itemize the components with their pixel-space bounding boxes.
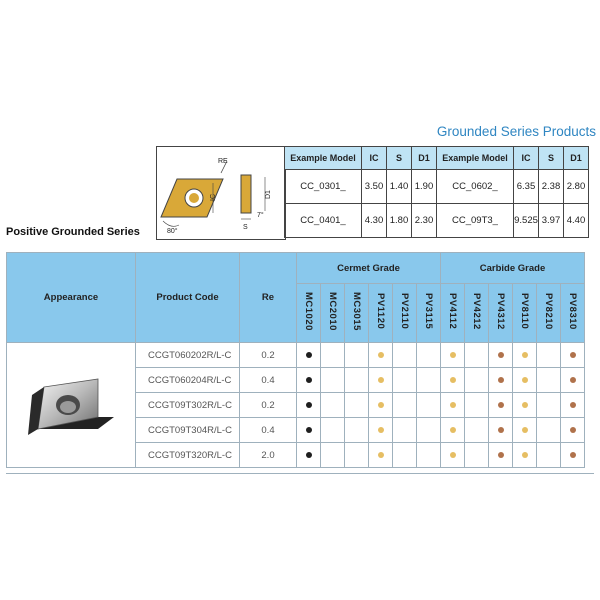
grade-header-pv3115: [417, 284, 441, 343]
grade-cell-pv4112: [441, 443, 465, 468]
grade-cell-mc3015: [345, 393, 369, 418]
availability-dot: [570, 402, 576, 408]
grade-cell-mc2010: [321, 343, 345, 368]
availability-dot: [498, 402, 504, 408]
grade-label: PV4312: [495, 293, 506, 330]
spec-header-model-1: Example Model: [285, 147, 362, 170]
grade-cell-pv4312: [489, 343, 513, 368]
grade-header-mc3015: [345, 284, 369, 343]
spec-header-d1-1: D1: [412, 147, 437, 170]
grade-label: PV8110: [519, 293, 530, 330]
spec-cell: CC_09T3_: [437, 204, 514, 238]
grade-label: PV1120: [375, 293, 386, 330]
grade-header-pv4212: [465, 284, 489, 343]
grade-cell-pv8110: [513, 393, 537, 418]
header-cermet-grade: Cermet Grade: [297, 253, 441, 284]
availability-dot: [306, 377, 312, 383]
spec-cell: 3.97: [539, 204, 564, 238]
grade-cell-pv8210: [537, 343, 561, 368]
availability-dot: [450, 352, 456, 358]
grade-cell-mc1020: [297, 443, 321, 468]
availability-dot: [378, 427, 384, 433]
grade-cell-mc2010: [321, 418, 345, 443]
insert-side-view-shape: [241, 175, 251, 213]
availability-dot: [522, 452, 528, 458]
header-appearance: Appearance: [7, 253, 136, 343]
grade-cell-mc2010: [321, 393, 345, 418]
insert-diagram: [156, 146, 286, 240]
grade-cell-pv1120: [369, 343, 393, 368]
grade-cell-mc1020: [297, 343, 321, 368]
grade-cell-pv8310: [561, 393, 585, 418]
re-cell: 0.2: [240, 393, 297, 418]
grade-header-pv1120: [369, 284, 393, 343]
availability-dot: [498, 452, 504, 458]
label-d1: D1: [265, 190, 272, 199]
spec-cell: 4.30: [362, 204, 387, 238]
grade-label: MC1020: [303, 292, 314, 331]
grade-cell-pv8110: [513, 368, 537, 393]
grade-cell-pv8210: [537, 368, 561, 393]
grade-header-mc1020: [297, 284, 321, 343]
product-code-cell: CCGT060204R/L-C: [136, 368, 240, 393]
grade-cell-pv1120: [369, 418, 393, 443]
spec-header-s-1: S: [387, 147, 412, 170]
grade-header-mc2010: [321, 284, 345, 343]
availability-dot: [450, 377, 456, 383]
product-code-cell: CCGT060202R/L-C: [136, 343, 240, 368]
grade-header-pv4312: [489, 284, 513, 343]
grade-label: PV2110: [399, 293, 410, 330]
grade-cell-pv4212: [465, 443, 489, 468]
table-row: [7, 343, 585, 368]
availability-dot: [570, 452, 576, 458]
grade-cell-pv8110: [513, 343, 537, 368]
insert-photo: [26, 369, 116, 439]
header-product-code: Product Code: [136, 253, 240, 343]
grade-cell-pv4112: [441, 418, 465, 443]
grade-cell-pv4312: [489, 393, 513, 418]
grade-cell-pv8310: [561, 368, 585, 393]
spec-cell: 3.50: [362, 170, 387, 204]
grade-cell-pv2110: [393, 343, 417, 368]
label-s: S: [243, 224, 248, 231]
product-table: [6, 252, 585, 468]
availability-dot: [306, 452, 312, 458]
grade-cell-pv8310: [561, 418, 585, 443]
availability-dot: [378, 452, 384, 458]
grade-cell-pv8110: [513, 418, 537, 443]
grade-label: PV4112: [447, 293, 458, 330]
spec-cell: 9.525: [514, 204, 539, 238]
grade-cell-pv4112: [441, 343, 465, 368]
grade-cell-pv3115: [417, 418, 441, 443]
availability-dot: [570, 377, 576, 383]
grade-cell-mc3015: [345, 368, 369, 393]
spec-cell: CC_0301_: [285, 170, 362, 204]
grade-cell-pv8310: [561, 343, 585, 368]
availability-dot: [450, 402, 456, 408]
grade-cell-pv4312: [489, 418, 513, 443]
grade-cell-mc1020: [297, 418, 321, 443]
header-re: Re: [240, 253, 297, 343]
availability-dot: [450, 452, 456, 458]
grade-cell-pv8210: [537, 393, 561, 418]
grade-cell-pv4212: [465, 393, 489, 418]
label-re: RE: [218, 158, 228, 165]
product-code-cell: CCGT09T304R/L-C: [136, 418, 240, 443]
availability-dot: [378, 402, 384, 408]
grade-cell-pv3115: [417, 343, 441, 368]
grade-cell-pv2110: [393, 393, 417, 418]
series-name: Positive Grounded Series: [6, 226, 140, 238]
availability-dot: [306, 402, 312, 408]
availability-dot: [378, 352, 384, 358]
grade-cell-pv1120: [369, 368, 393, 393]
grade-cell-pv1120: [369, 393, 393, 418]
spec-cell: 1.40: [387, 170, 412, 204]
product-code-cell: CCGT09T320R/L-C: [136, 443, 240, 468]
spec-cell: CC_0602_: [437, 170, 514, 204]
availability-dot: [522, 352, 528, 358]
grade-label: PV8310: [567, 293, 578, 330]
grade-cell-mc3015: [345, 418, 369, 443]
availability-dot: [570, 427, 576, 433]
grade-header-pv8310: [561, 284, 585, 343]
spec-header-ic-1: IC: [362, 147, 387, 170]
grade-header-pv4112: [441, 284, 465, 343]
grade-cell-pv8210: [537, 418, 561, 443]
availability-dot: [378, 377, 384, 383]
grade-cell-pv2110: [393, 418, 417, 443]
grade-label: MC3015: [351, 292, 362, 331]
grade-header-pv8210: [537, 284, 561, 343]
spec-cell: 4.40: [564, 204, 589, 238]
re-cell: 0.4: [240, 418, 297, 443]
spec-cell: CC_0401_: [285, 204, 362, 238]
grade-cell-mc3015: [345, 343, 369, 368]
availability-dot: [498, 352, 504, 358]
spec-cell: 1.80: [387, 204, 412, 238]
grade-cell-pv2110: [393, 368, 417, 393]
grade-cell-pv4112: [441, 393, 465, 418]
spec-cell: 6.35: [514, 170, 539, 204]
re-cell: 0.4: [240, 368, 297, 393]
spec-cell: 2.80: [564, 170, 589, 204]
grade-cell-mc1020: [297, 393, 321, 418]
grade-cell-mc2010: [321, 443, 345, 468]
series-title: Grounded Series Products: [436, 124, 596, 139]
grade-label: PV8210: [543, 293, 554, 330]
grade-cell-mc2010: [321, 368, 345, 393]
spec-header-d1-2: D1: [564, 147, 589, 170]
availability-dot: [306, 352, 312, 358]
availability-dot: [570, 352, 576, 358]
grade-cell-pv8110: [513, 443, 537, 468]
grade-cell-pv4312: [489, 443, 513, 468]
grade-cell-pv1120: [369, 443, 393, 468]
grade-cell-pv3115: [417, 443, 441, 468]
label-angle-7: 7°: [257, 212, 264, 219]
spec-header-ic-2: IC: [514, 147, 539, 170]
grade-cell-pv4212: [465, 418, 489, 443]
spec-header-model-2: Example Model: [437, 147, 514, 170]
header-carbide-grade: Carbide Grade: [441, 253, 585, 284]
re-cell: 2.0: [240, 443, 297, 468]
grade-header-pv8110: [513, 284, 537, 343]
grade-label: MC2010: [327, 292, 338, 331]
label-angle-80: 80°: [167, 228, 178, 235]
spec-cell: 2.30: [412, 204, 437, 238]
spec-cell: 1.90: [412, 170, 437, 204]
grade-cell-pv8310: [561, 443, 585, 468]
availability-dot: [522, 377, 528, 383]
re-cell: 0.2: [240, 343, 297, 368]
spec-cell: 2.38: [539, 170, 564, 204]
grade-cell-pv4312: [489, 368, 513, 393]
availability-dot: [498, 377, 504, 383]
product-code-cell: CCGT09T302R/L-C: [136, 393, 240, 418]
grade-header-pv2110: [393, 284, 417, 343]
insert-appearance-image: [7, 343, 136, 468]
grade-cell-pv4212: [465, 343, 489, 368]
availability-dot: [306, 427, 312, 433]
grade-cell-pv8210: [537, 443, 561, 468]
availability-dot: [522, 402, 528, 408]
spec-table: [284, 146, 589, 238]
grade-label: PV4212: [471, 293, 482, 330]
insert-hole-inner: [189, 193, 199, 203]
grade-cell-pv4212: [465, 368, 489, 393]
label-ic: IC: [210, 194, 217, 201]
grade-cell-pv3115: [417, 368, 441, 393]
spec-header-s-2: S: [539, 147, 564, 170]
availability-dot: [450, 427, 456, 433]
grade-cell-pv3115: [417, 393, 441, 418]
grade-cell-mc1020: [297, 368, 321, 393]
grade-cell-pv4112: [441, 368, 465, 393]
availability-dot: [498, 427, 504, 433]
table-bottom-border: [6, 473, 594, 474]
grade-cell-mc3015: [345, 443, 369, 468]
grade-label: PV3115: [423, 293, 434, 330]
grade-cell-pv2110: [393, 443, 417, 468]
availability-dot: [522, 427, 528, 433]
insert-dimension-drawing: [157, 147, 285, 239]
